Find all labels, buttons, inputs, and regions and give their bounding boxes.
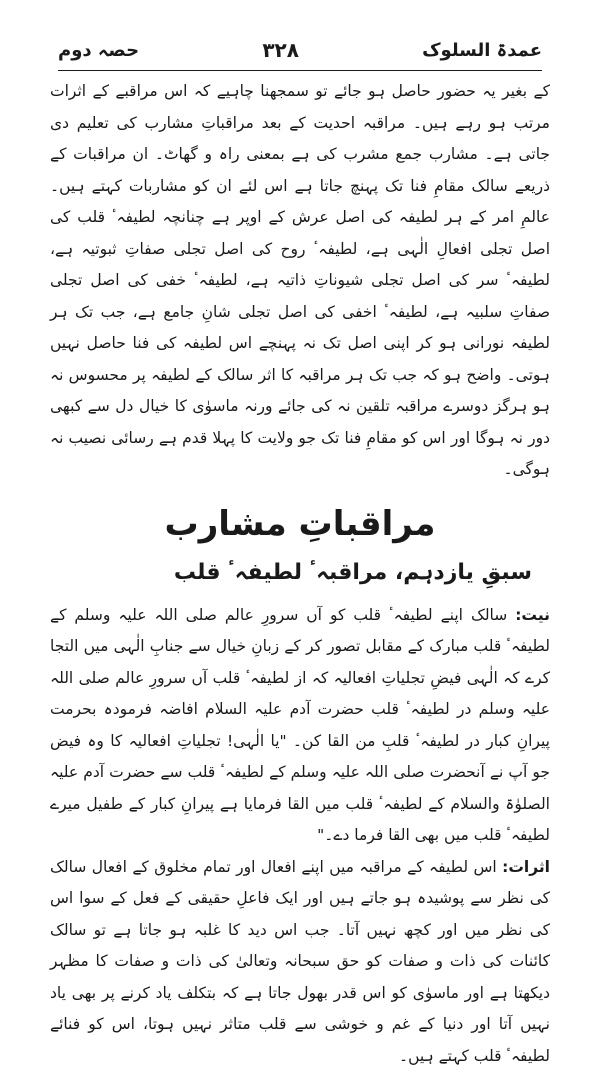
effects-paragraph [50, 852, 550, 1072]
page-content [50, 76, 550, 907]
intention-paragraph [50, 600, 550, 852]
intention-text: سالک اپنے لطیفہٴ قلب کو آں سرورِ عالم صلی اللہ علیہ وسلم کے لطیفہٴ قلب مبارک کے مقابل تصور کر کے زبانِ خیال سے جنابِ الٰہی میں التجا کرے کہ الٰہی فیضِ تجلیاتِ افعالیہ کہ از لطیفہٴ قلب آں سرورِ عالم صلی اللہ علیہ وسلم در لطیفہٴ قلب حضرت آدم علیہ السلام افاضہ فرمودہ بحرمت پیرانِ کبار در لطیفہٴ قلبِ من القا کن۔ "یا الٰہی! تجلیاتِ افعالیہ کا وہ فیض جو آپ نے آنحضرت صلی اللہ علیہ وسلم کے لطیفہٴ قلب سے حضرت آدم علیہ الصلوٰۃ والسلام کے لطیفہٴ قلب میں القا فرمایا ہے پیرانِ کبار کے طفیل میرے لطیفہٴ قلب میں بھی القا فرما دے۔" [50, 606, 550, 845]
intro-paragraph: کے بغیر یہ حضور حاصل ہو جائے تو سمجھنا چاہیے کہ اس مراقبے کے اثرات مرتب ہو رہے ہیں۔ مراقبہ احدیت کے بعد مراقباتِ مشارب کی تعلیم دی جاتی ہے۔ مشارب جمع مشرب کی ہے بمعنی راہ و گھاٹ۔ ان مراقبات کے ذریعے سالک مقامِ فنا تک پہنچ جاتا ہے اس لئے ان کو مشاربات کہتے ہیں۔ عالمِ امر کے ہر لطیفہ کی اصل عرش کے اوپر ہے چنانچہ لطیفہٴ قلب کی اصل تجلی افعالِ الٰہی ہے، لطیفہٴ روح کی اصل تجلی صفاتِ ثبوتیہ ہے، لطیفہٴ سر کی اصل تجلی شیوناتِ ذاتیہ ہے، لطیفہٴ خفی کی اصل تجلی صفاتِ سلبیہ ہے، لطیفہٴ اخفی کی اصل تجلی شانِ جامع ہے، جب تک ہر لطیفہ نورانی ہو کر اپنی اصل تک نہ پہنچے اس لطیفہ کی فنا حاصل نہیں ہوتی۔ واضح ہو کہ جب تک ہر مراقبہ کا اثر سالک کے لطیفہ پر محسوس نہ ہو ہرگز دوسرے مراقبہ تلقین نہ کی جائے ورنہ ماسوٰی کا خیال دل سے کبھی دور نہ ہوگا اور اس کو مقامِ فنا تک جو ولایت کا پہلا قدم ہے رسائی نصیب نہ ہوگی۔ [50, 76, 550, 486]
effects-text: اس لطیفہ کے مراقبہ میں اپنے افعال اور تمام مخلوق کے افعال سالک کی نظر سے پوشیدہ ہو جاتے ہیں اور ایک فاعلِ حقیقی کے فعل کے سوا اس کی نظر میں اور کچھ نہیں آتا۔ جب اس دید کا غلبہ ہو جاتا ہے تو سالک کائنات کی ذات و صفات کو حق سبحانہ وتعالیٰ کی ذات و صفات کا مظہر دیکھتا ہے اور ماسوٰی کو اس قدر بھول جاتا ہے کہ بتکلف یاد کرنے پر بھی یاد نہیں آتا اور دنیا کے غم و خوشی سے قلب متاثر نہیں ہوتا، اس کو فنائے لطیفہٴ قلب کہتے ہیں۔ [50, 858, 550, 1065]
book-title: عمدۃ السلوک [422, 40, 542, 61]
header-divider [58, 70, 542, 71]
section-title: مراقباتِ مشارب [50, 500, 550, 548]
part-label: حصہ دوم [58, 40, 139, 61]
page-number: ۳۲۸ [262, 38, 299, 62]
lesson-title: سبقِ یازدہم، مراقبہٴ لطیفہٴ قلب [50, 554, 550, 592]
intention-label: نیت: [515, 606, 550, 624]
effects-label: اثرات: [502, 858, 550, 876]
page-header [58, 30, 542, 70]
